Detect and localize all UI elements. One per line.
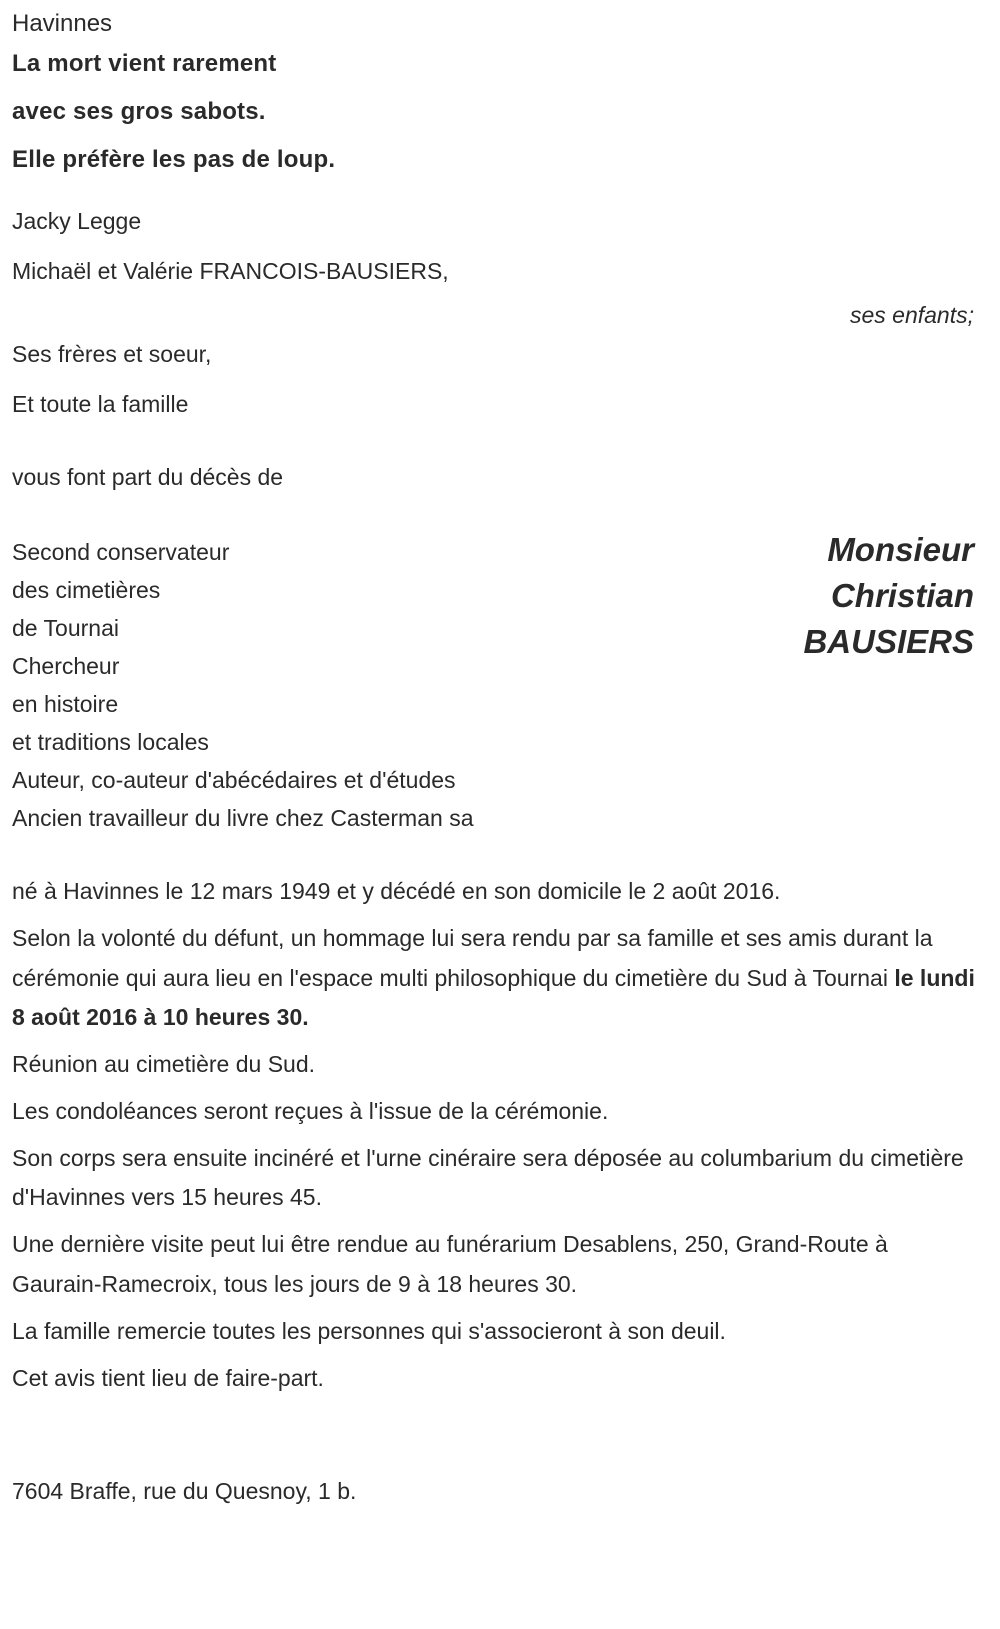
ceremony-date-time: le lundi 8 août 2016 à 10 heures 30. <box>12 964 975 1031</box>
notice-paragraph: Cet avis tient lieu de faire-part. <box>12 1364 324 1391</box>
thanks-paragraph: La famille remercie toutes les personnes qui s'associeront à son deuil. <box>12 1317 726 1344</box>
announcement-line: vous font part du décès de <box>12 464 284 490</box>
title-line: des cimetières <box>12 577 161 603</box>
titles-and-name-section <box>12 531 982 831</box>
title-line: Second conservateur <box>12 539 230 565</box>
family-member: Michaël et Valérie FRANCOIS-BAUSIERS, <box>12 258 449 284</box>
deceased-titles <box>12 541 803 830</box>
epigraph <box>12 52 982 172</box>
family-list <box>12 210 982 416</box>
relation-label: ses enfants; <box>849 302 974 328</box>
address-line: 7604 Braffe, rue du Quesnoy, 1 b. <box>12 1478 357 1505</box>
family-member: Et toute la famille <box>12 391 189 417</box>
title-line: de Tournai <box>12 615 119 641</box>
meeting-paragraph: Réunion au cimetière du Sud. <box>12 1051 316 1078</box>
title-line: Auteur, co-auteur d'abécédaires et d'études <box>12 767 456 793</box>
title-line: Ancien travailleur du livre chez Casterman sa <box>12 805 474 831</box>
ceremony-text: Selon la volonté du défunt, un hommage lui sera rendu par sa famille et ses amis durant la cérémonie qui aura lieu en l'espace multi philosophique du cimetière du Sud à Tournai <box>12 924 933 991</box>
title-line: en histoire <box>12 691 119 717</box>
title-line: Chercheur <box>12 653 120 679</box>
epigraph-line: avec ses gros sabots. <box>12 98 266 125</box>
announcement-body <box>12 872 982 1398</box>
visit-paragraph: Une dernière visite peut lui être rendue au funérarium Desablens, 250, Grand-Route à Gaurain-Ramecroix, tous les jours de 9 à 18 heures 30. <box>12 1231 888 1298</box>
family-member: Ses frères et soeur, <box>12 341 212 367</box>
location-heading: Havinnes <box>12 10 113 37</box>
epigraph-line: La mort vient rarement <box>12 50 277 77</box>
condolences-paragraph: Les condoléances seront reçues à l'issue de la cérémonie. <box>12 1097 609 1124</box>
epigraph-line: Elle préfère les pas de loup. <box>12 146 336 173</box>
deceased-name-line: Monsieur <box>827 531 974 568</box>
title-line: et traditions locales <box>12 729 209 755</box>
deceased-name <box>803 527 982 666</box>
birth-death-paragraph: né à Havinnes le 12 mars 1949 et y décédé en son domicile le 2 août 2016. <box>12 878 781 904</box>
deceased-name-line: Christian <box>830 577 974 615</box>
deceased-name-line: BAUSIERS <box>803 623 974 661</box>
ceremony-paragraph <box>12 919 982 1038</box>
cremation-paragraph: Son corps sera ensuite incinéré et l'urne cinéraire sera déposée au columbarium du cimetière d'Havinnes vers 15 heures 45. <box>12 1144 964 1211</box>
family-member: Jacky Legge <box>12 208 142 234</box>
